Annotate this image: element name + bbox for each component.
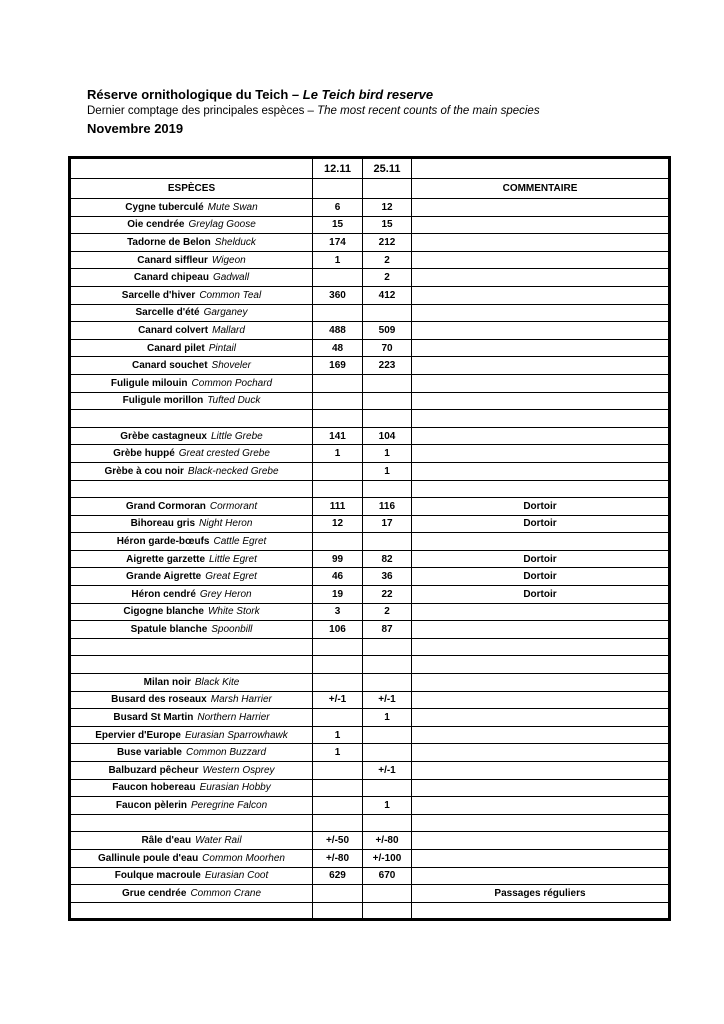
title-french: Réserve ornithologique du Teich –	[87, 87, 303, 102]
count-25-11	[363, 726, 412, 744]
species-name-cell	[70, 533, 313, 551]
species-row	[70, 568, 670, 586]
comment-cell	[412, 445, 670, 463]
species-row	[70, 885, 670, 903]
count-25-11	[363, 304, 412, 322]
species-row	[70, 515, 670, 533]
count-25-11: 1	[363, 797, 412, 815]
species-name-english: Common Moorhen	[202, 852, 285, 864]
species-name-french: Canard chipeau	[133, 272, 209, 284]
species-name-cell	[70, 322, 313, 340]
species-name-french: Sarcelle d'hiver	[121, 289, 196, 301]
species-row	[70, 251, 670, 269]
species-name-cell	[70, 832, 313, 850]
species-name-english: Great Egret	[205, 571, 257, 583]
species-name-english: Black Kite	[194, 676, 240, 688]
count-25-11	[363, 374, 412, 392]
species-row	[70, 374, 670, 392]
count-12-11: +/-50	[313, 832, 363, 850]
count-month: Novembre 2019	[87, 121, 184, 136]
count-12-11: 1	[313, 251, 363, 269]
count-25-11: +/-100	[363, 849, 412, 867]
species-name-french: Grèbe à cou noir	[104, 465, 184, 477]
species-row	[70, 621, 670, 639]
comment-cell: Dortoir	[412, 515, 670, 533]
count-12-11: 141	[313, 427, 363, 445]
species-name-cell	[70, 674, 313, 692]
count-12-11: 6	[313, 199, 363, 217]
species-name-cell	[70, 286, 313, 304]
species-name-cell	[70, 462, 313, 480]
species-row	[70, 445, 670, 463]
species-name-cell	[70, 480, 313, 498]
species-row	[70, 603, 670, 621]
species-row	[70, 832, 670, 850]
species-name-english: Greylag Goose	[188, 219, 256, 231]
count-25-11	[363, 814, 412, 832]
species-name-english: Great crested Grebe	[178, 448, 270, 460]
species-row	[70, 357, 670, 375]
species-name-english: Cattle Egret	[213, 536, 267, 548]
species-name-cell	[70, 445, 313, 463]
column-title-row	[70, 179, 670, 199]
species-name-english: Common Crane	[190, 887, 262, 899]
species-name-english: Common Teal	[199, 289, 262, 301]
species-name-french: Grue cendrée	[121, 887, 187, 899]
species-name-english: Peregrine Falcon	[190, 799, 268, 811]
document-title	[87, 86, 687, 103]
species-name-french: Canard siffleur	[137, 254, 208, 266]
species-row	[70, 849, 670, 867]
species-name-cell	[70, 656, 313, 674]
count-25-11: 12	[363, 199, 412, 217]
count-12-11	[313, 638, 363, 656]
count-25-11: 2	[363, 603, 412, 621]
count-12-11	[313, 814, 363, 832]
count-25-11: +/-1	[363, 762, 412, 780]
count-25-11: +/-1	[363, 691, 412, 709]
species-name-cell	[70, 603, 313, 621]
count-12-11	[313, 656, 363, 674]
species-name-cell	[70, 586, 313, 604]
species-name-cell	[70, 550, 313, 568]
species-name-english: Night Heron	[199, 518, 253, 530]
species-row	[70, 199, 670, 217]
species-name-french: Faucon hobereau	[112, 782, 196, 794]
species-row	[70, 533, 670, 551]
species-name-cell	[70, 762, 313, 780]
count-12-11: 3	[313, 603, 363, 621]
species-row	[70, 814, 670, 832]
species-row	[70, 867, 670, 885]
count-12-11	[313, 392, 363, 410]
species-name-french: Aigrette garzette	[126, 553, 206, 565]
species-name-french: Héron garde-bœufs	[116, 536, 210, 548]
species-name-cell	[70, 814, 313, 832]
species-row	[70, 550, 670, 568]
comment-cell: Dortoir	[412, 498, 670, 516]
comment-cell	[412, 339, 670, 357]
species-name-french: Milan noir	[143, 676, 191, 688]
count-12-11: 1	[313, 445, 363, 463]
species-name-cell	[70, 410, 313, 428]
date-column-1: 12.11	[313, 158, 363, 179]
count-25-11: 70	[363, 339, 412, 357]
species-name-english: Little Egret	[209, 553, 257, 565]
comment-cell	[412, 832, 670, 850]
comment-cell	[412, 410, 670, 428]
count-12-11	[313, 480, 363, 498]
count-25-11: 212	[363, 234, 412, 252]
species-name-english: Wigeon	[211, 254, 246, 266]
count-25-11: 412	[363, 286, 412, 304]
species-name-french: Spatule blanche	[130, 624, 208, 636]
species-row	[70, 216, 670, 234]
count-25-11: 1	[363, 462, 412, 480]
species-row	[70, 726, 670, 744]
comment-cell	[412, 726, 670, 744]
species-row	[70, 762, 670, 780]
species-name-french: Fuligule morillon	[122, 395, 204, 407]
count-25-11: 1	[363, 445, 412, 463]
species-name-french: Foulque macroule	[114, 870, 201, 882]
species-name-french: Canard colvert	[138, 324, 209, 336]
species-row	[70, 498, 670, 516]
comment-cell	[412, 603, 670, 621]
species-name-english: Tufted Duck	[207, 395, 261, 407]
species-name-french: Râle d'eau	[141, 835, 192, 847]
count-12-11: 629	[313, 867, 363, 885]
species-name-english: Western Osprey	[202, 764, 275, 776]
species-name-cell	[70, 867, 313, 885]
species-name-french: Héron cendré	[131, 588, 196, 600]
count-12-11: +/-1	[313, 691, 363, 709]
species-row	[70, 902, 670, 920]
species-name-english: Pintail	[208, 342, 237, 354]
comment-cell	[412, 427, 670, 445]
species-name-cell	[70, 885, 313, 903]
count-12-11	[313, 779, 363, 797]
species-name-english: Common Pochard	[191, 377, 273, 389]
count-25-11: 509	[363, 322, 412, 340]
species-column-header: ESPÈCES	[70, 179, 313, 199]
species-name-cell	[70, 691, 313, 709]
document-header	[87, 86, 687, 137]
species-name-english: Gadwall	[212, 272, 250, 284]
comment-cell	[412, 234, 670, 252]
species-name-cell	[70, 849, 313, 867]
species-row	[70, 709, 670, 727]
count-12-11	[313, 269, 363, 287]
species-row	[70, 286, 670, 304]
count-25-11: 22	[363, 586, 412, 604]
comment-column-header: COMMENTAIRE	[412, 179, 670, 199]
species-name-english: Cormorant	[209, 500, 258, 512]
species-name-french: Epervier d'Europe	[95, 729, 181, 741]
comment-cell	[412, 533, 670, 551]
count-12-11	[313, 885, 363, 903]
comment-cell	[412, 709, 670, 727]
species-name-english: Shoveler	[211, 360, 252, 372]
count-12-11	[313, 797, 363, 815]
comment-cell	[412, 269, 670, 287]
species-name-cell	[70, 726, 313, 744]
comment-cell	[412, 621, 670, 639]
species-name-french: Canard souchet	[131, 360, 208, 372]
species-name-french: Oie cendrée	[127, 219, 185, 231]
count-12-11: 488	[313, 322, 363, 340]
species-name-cell	[70, 357, 313, 375]
count-25-11: +/-80	[363, 832, 412, 850]
comment-cell	[412, 638, 670, 656]
date-header-blank	[70, 158, 313, 179]
species-name-english: Garganey	[203, 307, 248, 319]
comment-cell	[412, 322, 670, 340]
comment-cell	[412, 480, 670, 498]
comment-cell: Dortoir	[412, 568, 670, 586]
species-name-cell	[70, 392, 313, 410]
species-name-french: Cygne tuberculé	[125, 201, 204, 213]
comment-cell	[412, 691, 670, 709]
species-name-english: Spoonbill	[211, 624, 253, 636]
species-row	[70, 480, 670, 498]
count-25-11: 223	[363, 357, 412, 375]
comment-cell	[412, 779, 670, 797]
title-row-blank-1	[313, 179, 363, 199]
species-row	[70, 269, 670, 287]
count-25-11: 104	[363, 427, 412, 445]
species-name-english: Mallard	[212, 324, 245, 336]
count-12-11	[313, 762, 363, 780]
comment-cell	[412, 216, 670, 234]
species-name-english: White Stork	[207, 606, 260, 618]
species-count-table	[68, 156, 671, 921]
comment-cell	[412, 462, 670, 480]
comment-cell	[412, 902, 670, 920]
species-name-english: Little Grebe	[211, 430, 263, 442]
count-25-11: 36	[363, 568, 412, 586]
species-name-french: Canard pilet	[146, 342, 205, 354]
species-name-cell	[70, 797, 313, 815]
count-12-11: 19	[313, 586, 363, 604]
species-name-cell	[70, 902, 313, 920]
count-25-11	[363, 638, 412, 656]
species-row	[70, 691, 670, 709]
comment-cell	[412, 674, 670, 692]
count-12-11: 1	[313, 744, 363, 762]
species-name-english: Common Buzzard	[186, 747, 267, 759]
count-12-11: 111	[313, 498, 363, 516]
species-name-cell	[70, 251, 313, 269]
species-row	[70, 410, 670, 428]
comment-cell	[412, 867, 670, 885]
count-12-11: 174	[313, 234, 363, 252]
species-name-english: Shelduck	[214, 236, 256, 248]
species-name-cell	[70, 498, 313, 516]
comment-cell	[412, 251, 670, 269]
species-name-french: Tadorne de Belon	[127, 236, 211, 248]
species-name-french: Grèbe huppé	[113, 448, 175, 460]
count-12-11	[313, 709, 363, 727]
species-name-french: Busard des roseaux	[111, 694, 207, 706]
species-name-cell	[70, 234, 313, 252]
count-12-11: 46	[313, 568, 363, 586]
species-name-french: Faucon pèlerin	[115, 799, 187, 811]
comment-cell	[412, 656, 670, 674]
species-name-french: Gallinule poule d'eau	[98, 852, 199, 864]
species-row	[70, 638, 670, 656]
species-name-cell	[70, 515, 313, 533]
count-12-11	[313, 533, 363, 551]
subtitle-english: The most recent counts of the main species	[317, 105, 540, 117]
count-12-11: 106	[313, 621, 363, 639]
comment-cell	[412, 357, 670, 375]
species-name-english: Northern Harrier	[197, 712, 270, 724]
count-25-11	[363, 533, 412, 551]
count-12-11: 48	[313, 339, 363, 357]
title-row-blank-2	[363, 179, 412, 199]
count-12-11: 15	[313, 216, 363, 234]
species-name-english: Eurasian Hobby	[199, 782, 271, 794]
count-12-11: 12	[313, 515, 363, 533]
comment-cell: Dortoir	[412, 550, 670, 568]
species-name-cell	[70, 304, 313, 322]
species-name-french: Balbuzard pêcheur	[108, 764, 199, 776]
comment-cell	[412, 762, 670, 780]
date-header-row	[70, 158, 670, 179]
species-row	[70, 779, 670, 797]
species-row	[70, 744, 670, 762]
species-name-cell	[70, 621, 313, 639]
count-25-11	[363, 656, 412, 674]
count-12-11	[313, 304, 363, 322]
date-header-comment-blank	[412, 158, 670, 179]
count-25-11	[363, 902, 412, 920]
species-row	[70, 427, 670, 445]
comment-cell	[412, 286, 670, 304]
count-12-11: 360	[313, 286, 363, 304]
species-name-english: Eurasian Coot	[204, 870, 269, 882]
species-name-english: Mute Swan	[207, 201, 258, 213]
species-row	[70, 462, 670, 480]
species-name-french: Sarcelle d'été	[135, 307, 200, 319]
comment-cell	[412, 797, 670, 815]
count-25-11	[363, 480, 412, 498]
count-25-11	[363, 674, 412, 692]
species-row	[70, 586, 670, 604]
species-row	[70, 797, 670, 815]
species-name-cell	[70, 427, 313, 445]
count-25-11: 116	[363, 498, 412, 516]
species-name-english: Black-necked Grebe	[187, 465, 279, 477]
species-name-cell	[70, 269, 313, 287]
comment-cell	[412, 374, 670, 392]
count-25-11: 15	[363, 216, 412, 234]
count-25-11: 1	[363, 709, 412, 727]
count-25-11	[363, 410, 412, 428]
species-row	[70, 322, 670, 340]
title-english: Le Teich bird reserve	[302, 87, 434, 102]
species-name-cell	[70, 779, 313, 797]
count-25-11	[363, 779, 412, 797]
species-name-cell	[70, 638, 313, 656]
comment-cell	[412, 814, 670, 832]
species-name-cell	[70, 199, 313, 217]
count-12-11	[313, 410, 363, 428]
species-name-cell	[70, 374, 313, 392]
comment-cell	[412, 199, 670, 217]
species-name-english: Water Rail	[195, 835, 242, 847]
count-12-11: 169	[313, 357, 363, 375]
date-column-2: 25.11	[363, 158, 412, 179]
comment-cell	[412, 744, 670, 762]
species-name-french: Grèbe castagneux	[120, 430, 207, 442]
comment-cell	[412, 304, 670, 322]
species-row	[70, 339, 670, 357]
species-name-cell	[70, 216, 313, 234]
count-12-11: 1	[313, 726, 363, 744]
species-row	[70, 234, 670, 252]
species-name-english: Marsh Harrier	[210, 694, 272, 706]
count-12-11	[313, 674, 363, 692]
count-12-11	[313, 462, 363, 480]
species-name-french: Grand Cormoran	[125, 500, 206, 512]
species-row	[70, 674, 670, 692]
count-25-11	[363, 744, 412, 762]
document-subtitle	[87, 103, 687, 120]
species-name-cell	[70, 709, 313, 727]
comment-cell	[412, 392, 670, 410]
count-25-11	[363, 885, 412, 903]
comment-cell: Passages réguliers	[412, 885, 670, 903]
species-row	[70, 392, 670, 410]
count-25-11: 670	[363, 867, 412, 885]
species-row	[70, 304, 670, 322]
species-name-french: Grande Aigrette	[126, 571, 202, 583]
count-25-11: 87	[363, 621, 412, 639]
count-12-11	[313, 374, 363, 392]
count-25-11: 2	[363, 251, 412, 269]
species-row	[70, 656, 670, 674]
species-name-french: Bihoreau gris	[130, 518, 196, 530]
species-name-french: Busard St Martin	[113, 712, 194, 724]
species-name-cell	[70, 339, 313, 357]
species-name-english: Eurasian Sparrowhawk	[184, 729, 288, 741]
comment-cell	[412, 849, 670, 867]
comment-cell: Dortoir	[412, 586, 670, 604]
count-25-11: 82	[363, 550, 412, 568]
species-name-cell	[70, 744, 313, 762]
subtitle-french: Dernier comptage des principales espèces –	[87, 105, 318, 117]
count-12-11	[313, 902, 363, 920]
count-25-11: 17	[363, 515, 412, 533]
count-12-11: 99	[313, 550, 363, 568]
species-name-french: Cigogne blanche	[123, 606, 204, 618]
count-12-11: +/-80	[313, 849, 363, 867]
species-name-french: Fuligule milouin	[110, 377, 188, 389]
count-25-11: 2	[363, 269, 412, 287]
species-name-french: Buse variable	[116, 747, 182, 759]
species-name-english: Grey Heron	[199, 588, 252, 600]
count-25-11	[363, 392, 412, 410]
species-name-cell	[70, 568, 313, 586]
